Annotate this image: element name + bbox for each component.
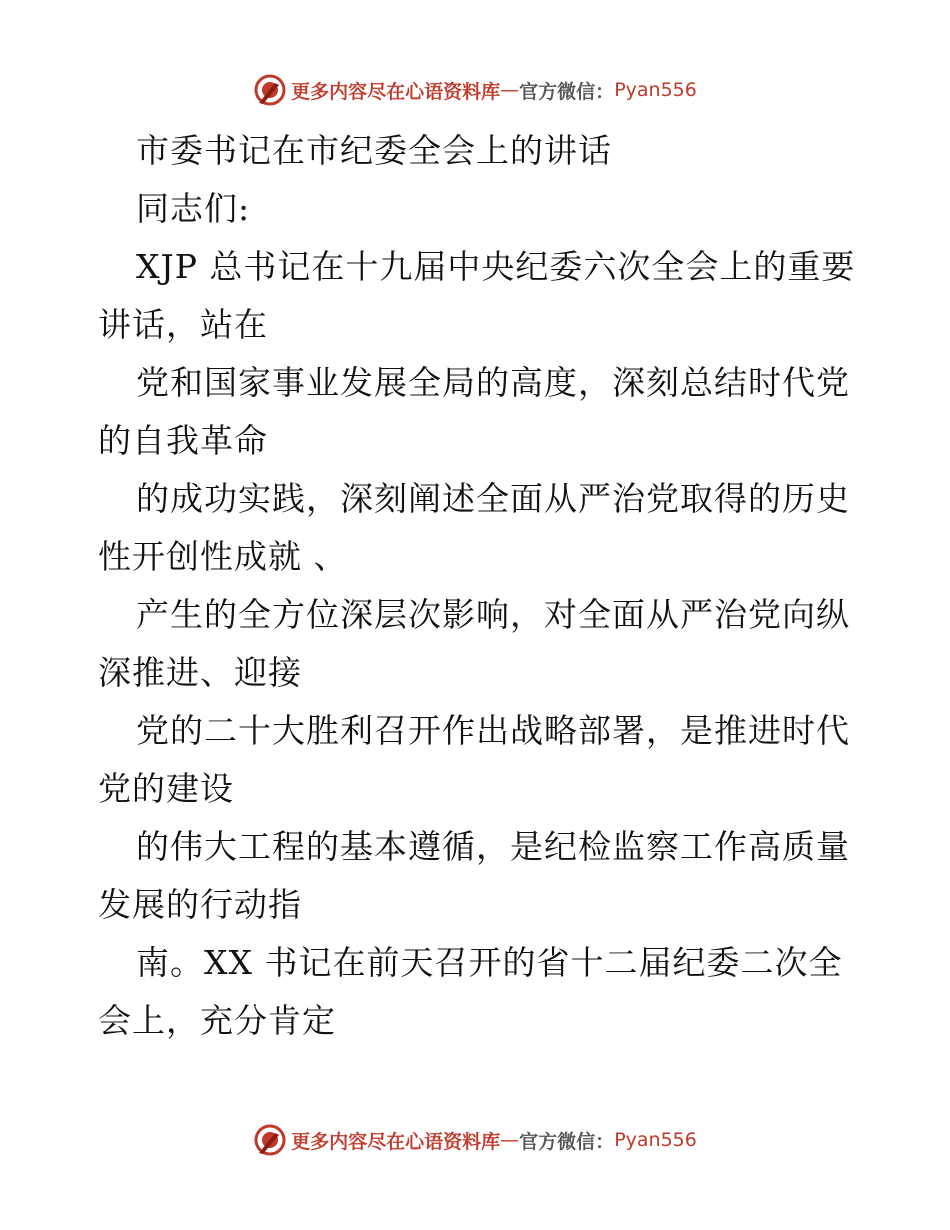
paragraph-line: 的自我革命 [98,421,268,460]
paragraph-line: XJP 总书记在十九届中央纪委六次全会上的重要 [136,247,856,286]
header-banner-text: 更多内容尽在心语资料库 [291,80,501,103]
footer-banner-separator: — [500,1129,520,1151]
header-banner-wechat-label: 官方微信： [519,80,615,103]
paragraph-line: 性开创性成就 、 [98,537,348,576]
header-banner-wechat-id: Pyan556 [614,79,697,101]
paragraph-line: 会上，充分肯定 [98,1001,336,1040]
footer-banner-text: 更多内容尽在心语资料库 [291,1130,501,1153]
quill-circle-icon [253,1123,287,1157]
paragraph-line: 发展的行动指 [98,885,302,924]
header-banner-separator: — [500,79,520,101]
header-watermark-banner [0,70,950,110]
footer-watermark-banner [0,1120,950,1160]
quill-circle-icon [253,73,287,107]
paragraph-line: 的伟大工程的基本遵循，是纪检监察工作高质量 [136,827,850,866]
paragraph-line: 深推进、迎接 [98,653,302,692]
paragraph-line: 党的二十大胜利召开作出战略部署，是推进时代 [136,711,850,750]
footer-banner-wechat-label: 官方微信： [519,1130,615,1153]
salutation: 同志们: [136,189,251,228]
paragraph-line: 党和国家事业发展全局的高度，深刻总结时代党 [136,363,850,402]
paragraph-line: 的成功实践，深刻阐述全面从严治党取得的历史 [136,479,850,518]
paragraph-line: 产生的全方位深层次影响，对全面从严治党向纵 [136,595,850,634]
paragraph-line: 讲话，站在 [98,305,268,344]
paragraph-line: 南。XX 书记在前天召开的省十二届纪委二次全 [136,943,843,982]
document-title: 市委书记在市纪委全会上的讲话 [136,131,612,170]
paragraph-line: 党的建设 [98,769,234,808]
footer-banner-wechat-id: Pyan556 [614,1129,697,1151]
document-body [98,122,858,1050]
